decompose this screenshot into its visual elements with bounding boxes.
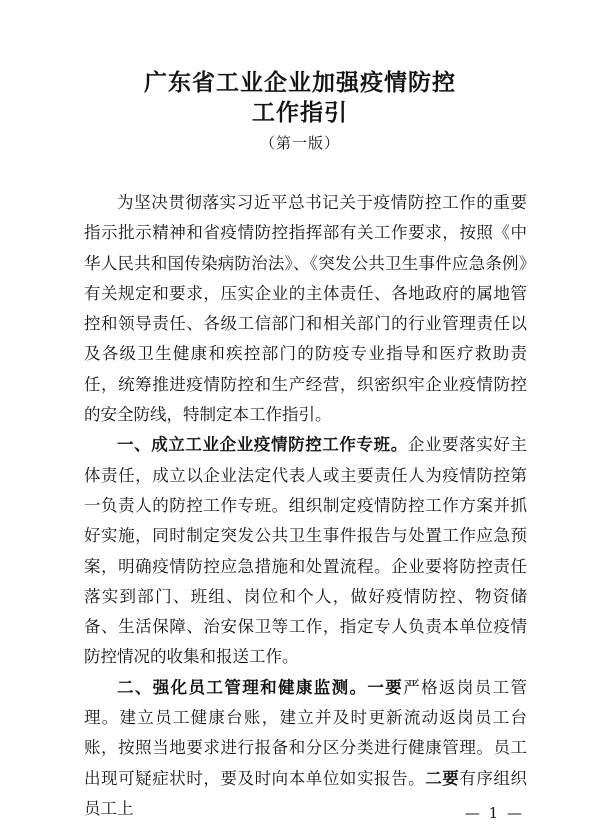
section-1-paragraph [84,430,527,672]
section-2-paragraph [84,673,527,824]
document-body [84,188,527,824]
section-1-heading: 一、成立工业企业疫情防控工作专班。 [117,435,408,455]
intro-paragraph [84,188,527,430]
intro-paragraph-text: 为坚决贯彻落实习近平总书记关于疫情防控工作的重要指示批示精神和省疫情防控指挥部有关工作要求，按照《中华人民共和国传染病防治法》、《突发公共卫生事件应急条例》有关规定和要求，压实企业的主体责任、各地政府的属地管控和领导责任、各级工信部门和相关部门的行业管理责任以及各级卫生健康和疾控部门的防疫专业指导和医疗救助责任，统筹推进疫情防控和生产经营，织密织牢企业疫情防控的安全防线，特制定本工作指引。 [84,193,527,425]
section-2-heading: 二、强化员工管理和健康监测。 [117,677,368,697]
section-2-subpoint-2-label: 二要 [425,768,460,788]
section-2-subpoint-2-text: 有序组织员工上 [84,768,528,818]
section-2-subpoint-1-label: 一要 [367,677,404,697]
section-1-text: 企业要落实好主体责任，成立以企业法定代表人或主要责任人为疫情防控第一负责人的防控工作专班。组织制定疫情防控工作方案并抓好实施，同时制定突发公共卫生事件报告与处置工作应急预案，明确疫情防控应急措施和处置流程。企业要将防控责任落实到部门、班组、岗位和个人，做好疫情防控、物资储备、生活保障、治安保卫等工作，指定专人负责本单位疫情防控情况的收集和报送工作。 [84,435,528,667]
document-title-line-1: 广东省工业企业加强疫情防控 [144,70,456,96]
section-2-subpoint-1-text: 严格返岗员工管理。建立员工健康台账，建立并及时更新流动返岗员工台账，按照当地要求进行报备和分区分类进行健康管理。员工出现可疑症状时，要及时向本单位如实报告。 [84,677,528,788]
edition-label: （第一版） [259,134,340,152]
page-number: — 1 — [464,804,524,822]
document-title-line-2: 工作指引 [252,100,348,126]
